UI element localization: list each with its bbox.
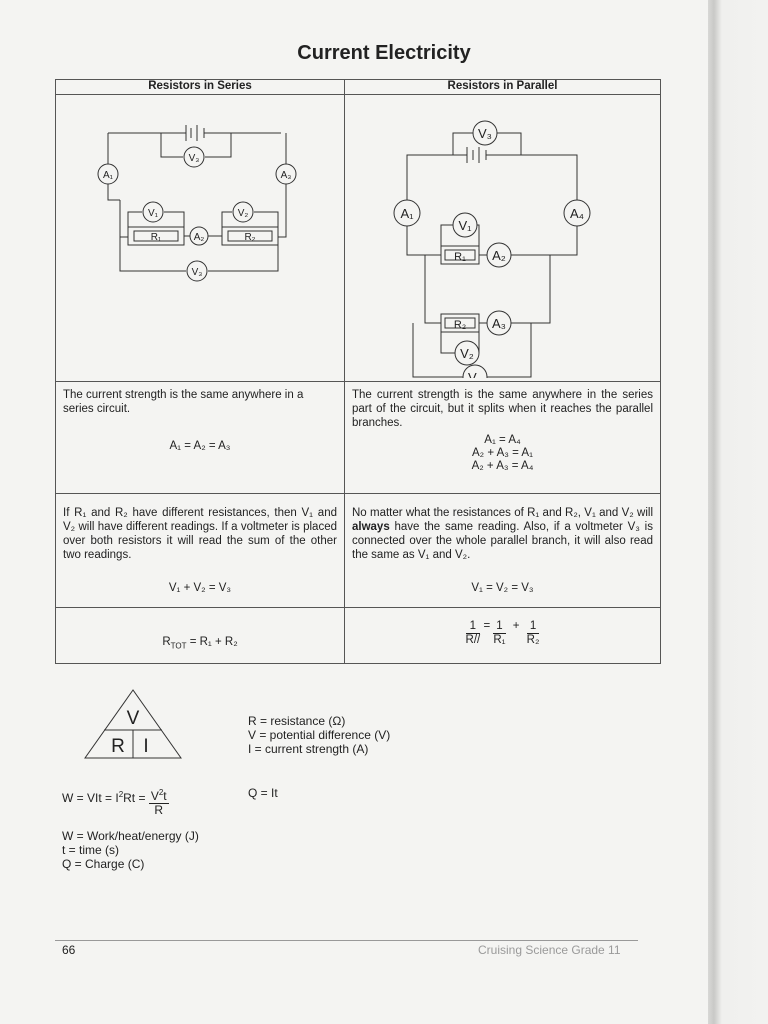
vri-legend (248, 714, 390, 756)
fraction-1-den: R// (465, 634, 481, 647)
comparison-table (55, 79, 661, 664)
work-formula-sup: 2 (118, 790, 124, 799)
work-num-v: V (150, 789, 159, 803)
series-rtot-sub: TOT (170, 641, 187, 651)
parallel-circuit-diagram (345, 95, 660, 378)
work-fraction-num (149, 786, 169, 804)
work-fraction (149, 786, 169, 817)
triangle-v: V (126, 708, 140, 729)
triangle-i: I (143, 736, 149, 757)
equals-sign: = (483, 620, 491, 632)
series-voltage-equation: V₁ + V₂ = V₃ (168, 582, 232, 594)
series-a2-label: A₂ (193, 232, 205, 243)
parallel-current-eq-1: A₁ = A₄ (484, 434, 521, 446)
series-resistance-equation (56, 636, 344, 652)
parallel-diagram-cell (345, 95, 661, 382)
legend-current: I = current strength (A) (248, 742, 369, 756)
footer-rule (55, 940, 638, 941)
legend-charge: Q = Charge (C) (62, 857, 145, 871)
work-num-t: t (163, 789, 167, 803)
series-v3-bottom-label: V₃ (191, 267, 203, 278)
parallel-a1-label: A₁ (400, 206, 414, 221)
parallel-a2-label: A₂ (492, 248, 506, 263)
series-diagram-cell (56, 95, 345, 382)
parallel-voltage-text-a: No matter what the resistances of R₁ and R₂, V₁ and V₂ will (352, 507, 653, 519)
fraction-1-over-rpar (466, 620, 481, 647)
legend-time: t = time (s) (62, 843, 120, 857)
series-current-text: The current strength is the same anywhere in a series circuit. (63, 389, 304, 415)
parallel-voltage-equation: V₁ = V₂ = V₃ (471, 582, 534, 594)
legend-resistance: R = resistance (Ω) (248, 714, 346, 728)
work-formula (62, 786, 169, 817)
fraction-1-over-r1 (493, 620, 505, 647)
series-resistance-cell (56, 608, 345, 664)
work-num-sup: 2 (158, 788, 164, 797)
fraction-3-num: 1 (527, 620, 540, 634)
parallel-a3-label: A₃ (492, 316, 506, 331)
series-a3-label: A₃ (280, 170, 292, 181)
series-voltage-cell (56, 494, 345, 608)
series-r2-label: R₂ (244, 232, 256, 243)
plus-sign: + (512, 620, 520, 632)
parallel-voltage-cell (345, 494, 661, 608)
work-fraction-den: R (154, 803, 164, 817)
parallel-current-text: The current strength is the same anywhere in the series part of the circuit, but it splits when it reaches the parallel branches. (352, 389, 653, 429)
parallel-r1-label: R₁ (454, 251, 466, 263)
series-current-cell (56, 382, 345, 494)
charge-formula: Q = It (248, 786, 278, 800)
work-formula-a: W = VIt = I (62, 791, 119, 805)
parallel-voltage-always: always (352, 521, 390, 533)
fraction-1-num: 1 (466, 620, 481, 634)
series-voltage-text: If R₁ and R₂ have different resistances, then V₁ and V₂ will have different readings. If a voltmeter is placed over both resistors it will read the sum of the other two readings. (63, 507, 337, 561)
parallel-a4-label: A₄ (570, 206, 584, 221)
series-rtot-r: R (162, 636, 171, 648)
fraction-2-den: R₁ (493, 634, 506, 647)
parallel-voltage-text-b: have the same reading. Also, if a voltmeter V₃ is connected over the whole parallel branch, it will also read the same as V₁ and V₂. (352, 521, 653, 561)
work-legend (62, 829, 199, 871)
parallel-header: Resistors in Parallel (345, 80, 661, 95)
book-title: Cruising Science Grade 11 (478, 943, 621, 957)
parallel-resistance-cell (345, 608, 661, 664)
series-r1-label: R₁ (150, 232, 162, 243)
parallel-current-cell (345, 382, 661, 494)
series-v2-label: V₂ (237, 208, 249, 219)
series-v3-top-label: V₃ (188, 153, 200, 164)
legend-voltage: V = potential difference (V) (248, 728, 391, 742)
parallel-v2-label: V₂ (460, 346, 474, 361)
fraction-3-den: R₂ (526, 634, 540, 647)
parallel-current-eq-3: A₂ + A₃ = A₄ (471, 460, 534, 472)
work-formula-b: Rt = (123, 791, 149, 805)
legend-work: W = Work/heat/energy (J) (62, 829, 199, 843)
parallel-v3-top-label: V₃ (478, 126, 492, 141)
parallel-current-eq-2: A₂ + A₃ = A₁ (472, 447, 533, 459)
series-a1-label: A₁ (102, 170, 114, 181)
series-header: Resistors in Series (56, 80, 345, 95)
page-title: Current Electricity (297, 42, 471, 64)
triangle-r: R (111, 736, 125, 757)
fraction-1-over-r2 (527, 620, 540, 647)
parallel-voltage-text (345, 494, 660, 566)
parallel-r2-label: R₂ (453, 319, 467, 331)
series-rtot-rhs: = R₁ + R₂ (186, 636, 238, 648)
page-number: 66 (62, 943, 76, 957)
parallel-v1-label: V₁ (458, 218, 472, 233)
series-circuit-diagram (56, 95, 344, 378)
series-current-equation: A₁ = A₂ = A₃ (169, 440, 231, 452)
parallel-v3-bottom-label: V₃ (468, 370, 482, 378)
series-v1-label: V₁ (147, 208, 159, 219)
fraction-2-num: 1 (493, 620, 505, 634)
page-edge-shadow (708, 0, 768, 1024)
vri-triangle (83, 688, 183, 760)
parallel-resistance-equation (345, 620, 660, 647)
